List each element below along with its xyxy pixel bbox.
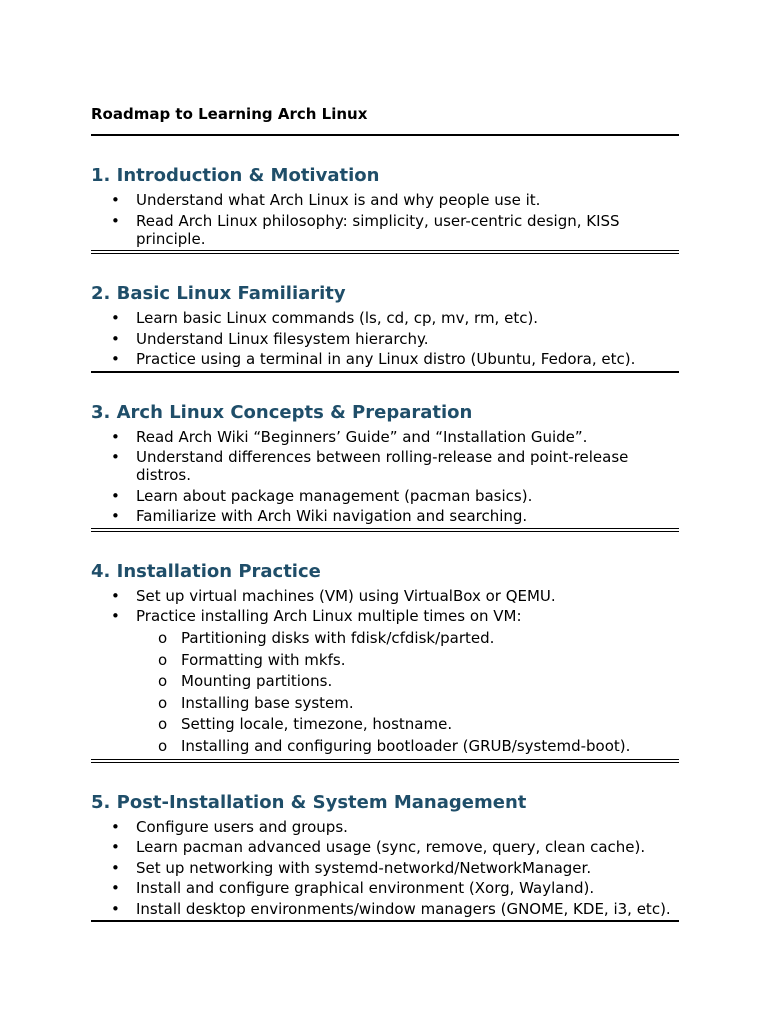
sub-bullet-icon: o [158, 672, 168, 691]
list-item [91, 212, 679, 248]
sub-list-item [136, 715, 679, 733]
list-item-text: Learn pacman advanced usage (sync, remove, query, clean cache). [136, 838, 646, 857]
list-item-text: Familiarize with Arch Wiki navigation and searching. [136, 507, 528, 525]
list-item-text: Set up networking with systemd-networkd/NetworkManager. [136, 858, 592, 877]
bullet-icon: • [111, 507, 120, 525]
list-item-text: Set up virtual machines (VM) using VirtualBox or QEMU. [136, 586, 556, 605]
bullet-icon: • [111, 350, 120, 368]
bullet-icon: • [111, 486, 120, 505]
section-divider [91, 759, 679, 763]
list-item [91, 309, 679, 327]
bullet-icon: • [111, 817, 120, 836]
section-heading-arch-concepts: 3. Arch Linux Concepts & Preparation [91, 401, 473, 423]
list-item [91, 350, 679, 368]
sub-bullet-icon: o [158, 650, 168, 669]
list-item-text: Understand what Arch Linux is and why people use it. [136, 191, 541, 209]
section-divider [91, 371, 679, 373]
sub-bullet-icon: o [158, 715, 168, 734]
section-divider [91, 920, 679, 922]
list-item [91, 859, 679, 877]
sub-list-item [136, 629, 679, 647]
list-item [91, 607, 679, 755]
sub-list-item-text: Installing base system. [181, 693, 354, 712]
bullet-icon: • [111, 211, 120, 230]
sub-list-item-text: Mounting partitions. [181, 672, 333, 691]
list-item-text: Learn about package management (pacman basics). [136, 486, 533, 505]
bullet-icon: • [111, 858, 120, 877]
sub-list-installation-steps [136, 629, 679, 755]
list-item-text: Read Arch Wiki “Beginners’ Guide” and “Installation Guide”. [136, 427, 588, 446]
bullet-icon: • [111, 899, 120, 918]
sub-bullet-icon: o [158, 629, 168, 647]
sub-list-item [136, 651, 679, 669]
bullet-icon: • [111, 838, 120, 857]
list-item-text: Practice installing Arch Linux multiple times on VM: [136, 607, 522, 625]
bullet-icon: • [111, 879, 120, 898]
bullet-icon: • [111, 329, 120, 348]
bullet-icon: • [111, 586, 120, 605]
sub-bullet-icon: o [158, 736, 168, 755]
section-list-basic-linux [91, 309, 679, 368]
list-item-text: Practice using a terminal in any Linux distro (Ubuntu, Fedora, etc). [136, 350, 636, 368]
list-item [91, 330, 679, 348]
sub-list-item-text: Installing and configuring bootloader (GRUB/systemd-boot). [181, 736, 631, 755]
list-item-text: Understand Linux filesystem hierarchy. [136, 329, 429, 348]
list-item [91, 507, 679, 525]
list-item-text: Install and configure graphical environment (Xorg, Wayland). [136, 879, 595, 898]
section-list-installation [91, 587, 679, 755]
sub-list-item-text: Setting locale, timezone, hostname. [181, 715, 453, 734]
document-title: Roadmap to Learning Arch Linux [91, 105, 368, 123]
section-heading-post-installation: 5. Post-Installation & System Management [91, 791, 527, 813]
section-divider [91, 528, 679, 532]
bullet-icon: • [111, 448, 120, 466]
section-divider [91, 250, 679, 254]
sub-list-item [136, 672, 679, 690]
list-item [91, 838, 679, 856]
section-list-post-installation [91, 818, 679, 918]
section-heading-introduction: 1. Introduction & Motivation [91, 165, 380, 186]
list-item-text: Learn basic Linux commands (ls, cd, cp, mv, rm, etc). [136, 309, 539, 327]
bullet-icon: • [111, 607, 120, 625]
sub-list-item [136, 737, 679, 755]
bullet-icon: • [111, 309, 120, 327]
list-item-text: Configure users and groups. [136, 817, 348, 836]
list-item [91, 191, 679, 209]
section-list-introduction [91, 191, 679, 248]
bullet-icon: • [111, 427, 120, 446]
document-page [91, 104, 679, 922]
title-divider [91, 134, 679, 136]
sub-list-item-text: Formatting with mkfs. [181, 650, 346, 669]
list-item [91, 587, 679, 605]
sub-list-item-text: Partitioning disks with fdisk/cfdisk/parted. [181, 629, 495, 647]
sub-list-item [136, 694, 679, 712]
section-heading-basic-linux: 2. Basic Linux Familiarity [91, 283, 346, 304]
list-item [91, 448, 679, 484]
list-item [91, 487, 679, 505]
section-heading-installation: 4. Installation Practice [91, 560, 321, 582]
bullet-icon: • [111, 191, 120, 209]
list-item-text: Read Arch Linux philosophy: simplicity, user-centric design, KISS principle. [136, 211, 620, 248]
section-list-arch-concepts [91, 428, 679, 526]
list-item-text: Install desktop environments/window managers (GNOME, KDE, i3, etc). [136, 899, 671, 918]
sub-bullet-icon: o [158, 693, 168, 712]
list-item [91, 818, 679, 836]
list-item [91, 879, 679, 897]
list-item [91, 428, 679, 446]
list-item-text: Understand differences between rolling-release and point-release distros. [136, 448, 629, 484]
list-item [91, 900, 679, 918]
